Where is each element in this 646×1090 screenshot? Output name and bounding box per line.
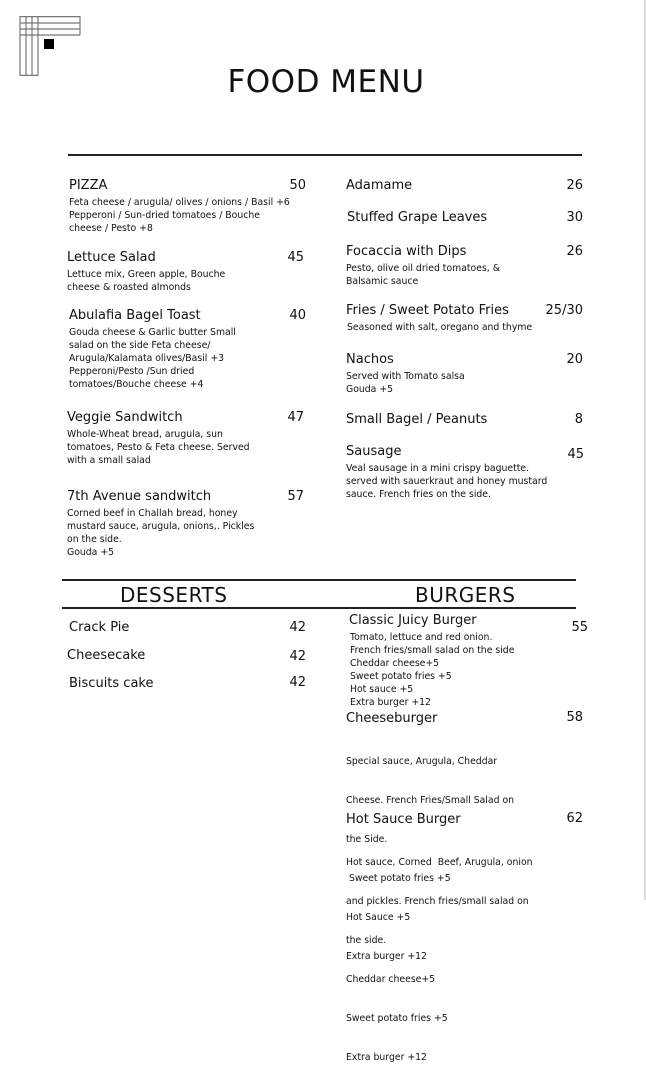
item-price: 50 xyxy=(289,178,306,193)
dessert-item-cheesecake xyxy=(67,648,145,664)
item-price: 58 xyxy=(566,710,583,725)
item-price: 26 xyxy=(566,244,583,259)
item-name: Sausage xyxy=(346,444,402,459)
item-price: 8 xyxy=(574,412,583,427)
item-price: 45 xyxy=(567,447,584,462)
page-title: FOOD MENU xyxy=(227,64,425,100)
item-description: Pesto, olive oil dried tomatoes, & Balsamic sauce xyxy=(346,263,500,287)
item-price: 26 xyxy=(566,178,583,193)
desserts-title: DESSERTS xyxy=(120,583,228,607)
item-name: Cheesecake xyxy=(67,648,146,663)
item-description: Served with Tomato salsa Gouda +5 xyxy=(346,371,465,395)
menu-item-nachos xyxy=(346,352,546,396)
item-name: Hot Sauce Burger xyxy=(346,812,461,827)
burgers-title: BURGERS xyxy=(415,583,516,607)
top-divider xyxy=(68,154,582,156)
item-price: 42 xyxy=(289,620,306,635)
item-name: Cheeseburger xyxy=(346,711,438,726)
menu-item-lettuce-salad xyxy=(67,250,297,294)
item-name: Nachos xyxy=(346,352,394,367)
item-description: Gouda cheese & Garlic butter Small salad on the side Feta cheese/ Arugula/Kalamata olives/Basil +3 Pepperoni/Pesto /Sun dried tomatoes/Bouche cheese +4 xyxy=(69,327,236,390)
item-description: Feta cheese / arugula/ olives / onions / Basil +6 Pepperoni / Sun-dried tomatoes / Bouche cheese / Pesto +8 xyxy=(69,197,290,234)
burger-item-classic-juicy xyxy=(349,613,569,709)
item-description: Hot sauce, Corned Beef, Arugula, onion and pickles. French fries/small salad on the side. Cheddar cheese+5 Sweet potato fries +5 Extra burger +12 xyxy=(346,857,533,1063)
menu-item-small-bagel xyxy=(346,412,546,428)
item-name: Lettuce Salad xyxy=(67,250,156,265)
item-price: 62 xyxy=(566,811,583,826)
dessert-item-crack-pie xyxy=(69,620,129,636)
menu-item-focaccia-with-dips xyxy=(346,244,546,288)
item-description: Whole-Wheat bread, arugula, sun tomatoes, Pesto & Feta cheese. Served with a small salad xyxy=(67,429,250,466)
item-description: Special sauce, Arugula, Cheddar Cheese. French Fries/Small Salad on the Side. Sweet potato fries +5 Hot Sauce +5 Extra burger +12 xyxy=(346,756,515,962)
menu-item-fries xyxy=(346,303,556,334)
item-price: 45 xyxy=(287,250,304,265)
item-name: Adamame xyxy=(346,178,413,193)
burger-item-hot-sauce xyxy=(346,812,566,1090)
item-name: Small Bagel / Peanuts xyxy=(346,412,488,427)
item-price: 47 xyxy=(287,410,304,425)
menu-item-bagel-toast xyxy=(69,308,299,391)
item-name: 7th Avenue sandwitch xyxy=(67,489,212,504)
item-name: Veggie Sandwitch xyxy=(67,410,183,425)
item-name: Fries / Sweet Potato Fries xyxy=(346,303,509,318)
item-description: Lettuce mix, Green apple, Bouche cheese & roasted almonds xyxy=(67,269,226,293)
item-price: 30 xyxy=(566,210,583,225)
item-name: Classic Juicy Burger xyxy=(349,613,477,628)
item-price: 20 xyxy=(566,352,583,367)
menu-item-veggie-sandwitch xyxy=(67,410,297,467)
item-name: Stuffed Grape Leaves xyxy=(347,210,488,225)
item-price: 57 xyxy=(287,489,304,504)
menu-item-adamame xyxy=(346,178,546,194)
item-description: Veal sausage in a mini crispy baguette. served with sauerkraut and honey mustard sauce. French fries on the side. xyxy=(346,463,548,500)
item-name: Crack Pie xyxy=(69,620,130,635)
item-description: Tomato, lettuce and red onion. French fries/small salad on the side Cheddar cheese+5 Sweet potato fries +5 Hot sauce +5 Extra burger +12 xyxy=(350,632,515,708)
item-name: Biscuits cake xyxy=(69,676,154,691)
item-description: Seasoned with salt, oregano and thyme xyxy=(347,322,533,333)
item-name: PIZZA xyxy=(69,178,108,193)
item-price: 42 xyxy=(289,649,306,664)
item-description: Corned beef in Challah bread, honey mustard sauce, arugula, onions,. Pickles on the side. Gouda +5 xyxy=(67,508,255,558)
section-divider-bottom xyxy=(62,607,576,609)
item-name: Abulafia Bagel Toast xyxy=(69,308,201,323)
item-price: 55 xyxy=(571,620,588,635)
menu-item-stuffed-grape-leaves xyxy=(347,210,547,226)
menu-item-7th-avenue-sandwitch xyxy=(67,489,297,559)
section-divider-top xyxy=(62,579,576,581)
item-name: Focaccia with Dips xyxy=(346,244,467,259)
item-price: 40 xyxy=(289,308,306,323)
item-price: 42 xyxy=(289,675,306,690)
item-price: 25/30 xyxy=(545,303,583,318)
dessert-item-biscuits-cake xyxy=(69,676,153,692)
